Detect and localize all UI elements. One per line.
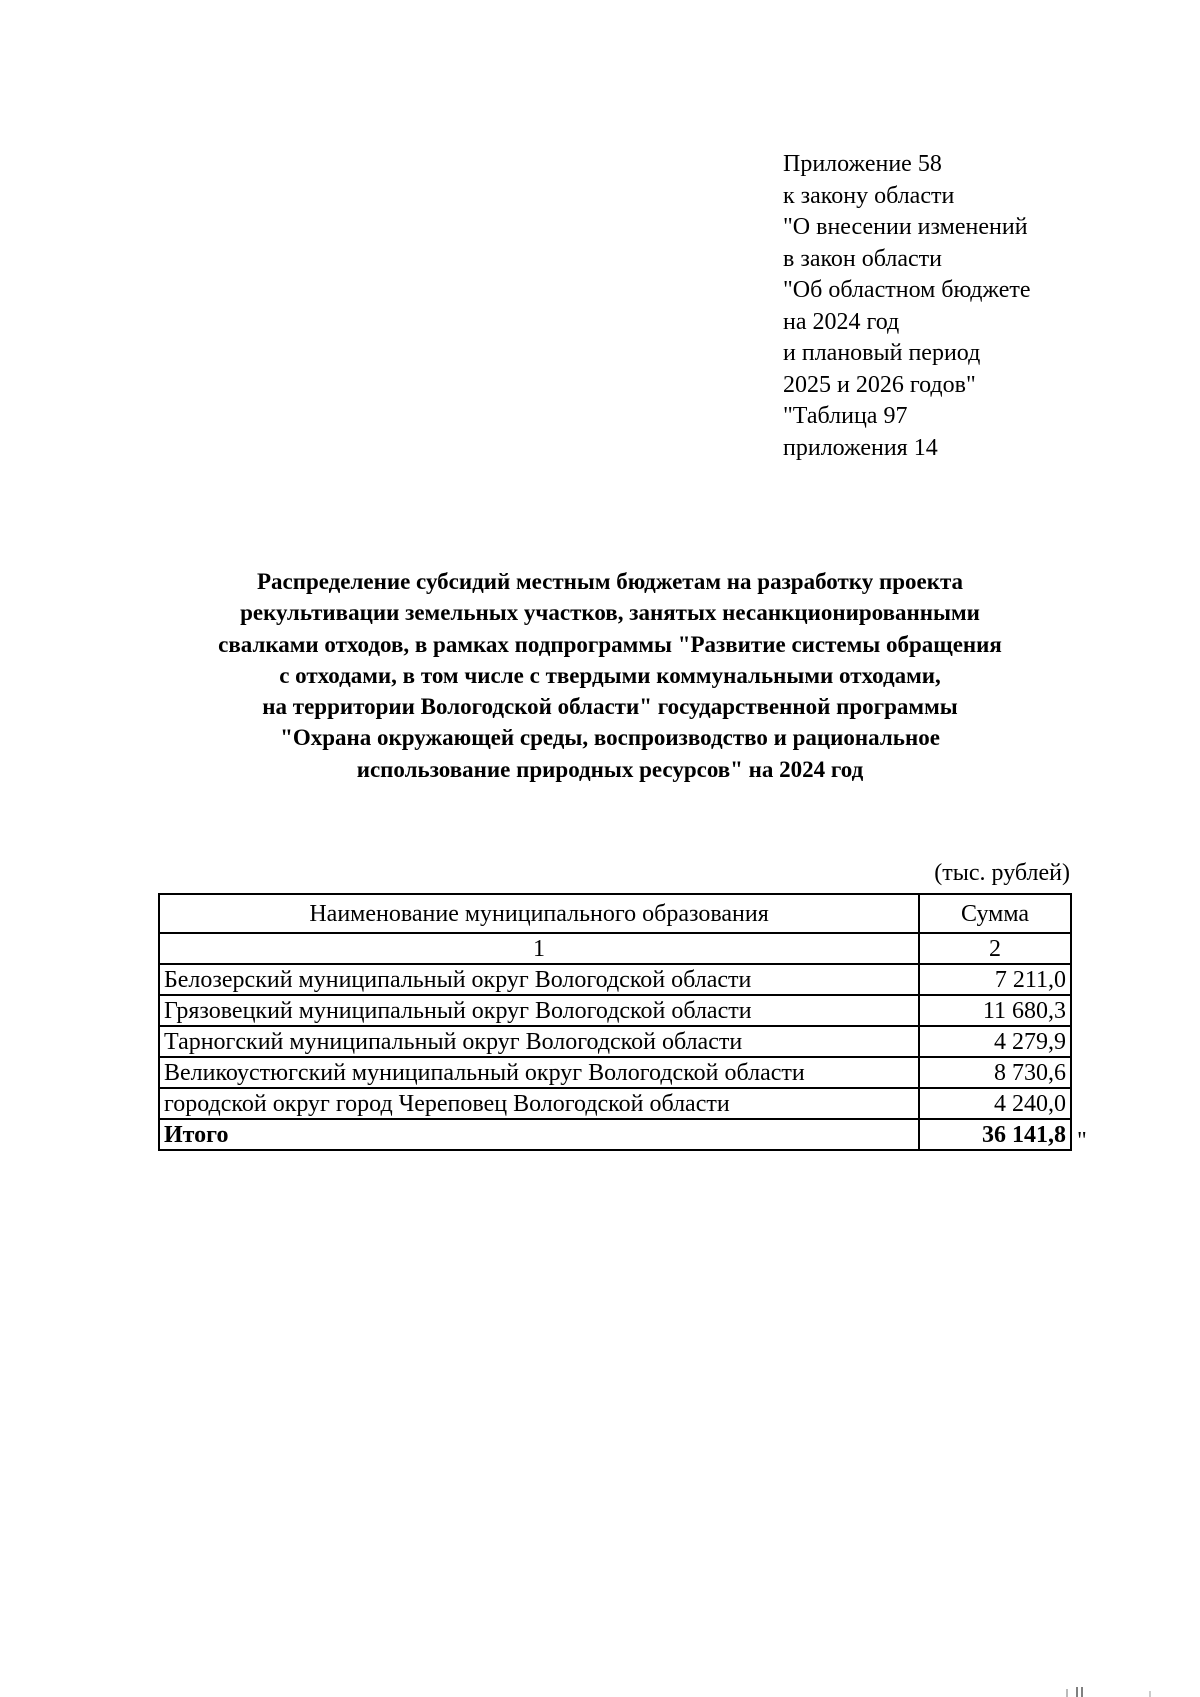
municipality-name: Тарногский муниципальный округ Вологодской области bbox=[159, 1026, 919, 1057]
units-label: (тыс. рублей) bbox=[934, 860, 1070, 886]
subsidy-amount: 7 211,0 bbox=[919, 964, 1071, 995]
header-name: Наименование муниципального образования bbox=[159, 894, 919, 933]
municipality-name: Грязовецкий муниципальный округ Вологодской области bbox=[159, 995, 919, 1026]
document-title bbox=[120, 566, 1100, 785]
appendix-line: 2025 и 2026 годов" bbox=[783, 371, 976, 398]
appendix-line: "Об областном бюджете bbox=[783, 277, 1031, 303]
appendix-line: Приложение 58 bbox=[783, 151, 942, 177]
appendix-line: "О внесении изменений bbox=[783, 214, 1028, 240]
column-number-row bbox=[159, 933, 1071, 964]
total-amount: 36 141,8 bbox=[919, 1119, 1071, 1150]
title-line: "Охрана окружающей среды, воспроизводство и рациональное bbox=[280, 725, 940, 751]
table-row bbox=[159, 995, 1071, 1026]
appendix-line: приложения 14 bbox=[783, 434, 938, 461]
title-line: с отходами, в том числе с твердыми коммунальными отходами, bbox=[279, 662, 941, 688]
subsidy-amount: 8 730,6 bbox=[919, 1057, 1071, 1088]
title-line: Распределение субсидий местным бюджетам на разработку проекта bbox=[256, 569, 964, 594]
table-row bbox=[159, 964, 1071, 995]
title-line: свалками отходов, в рамках подпрограммы "Развитие системы обращения bbox=[218, 631, 1002, 657]
appendix-line: на 2024 год bbox=[783, 308, 900, 335]
column-number: 2 bbox=[919, 933, 1071, 964]
total-row bbox=[159, 1119, 1071, 1150]
header-sum: Сумма bbox=[919, 894, 1071, 933]
column-number: 1 bbox=[159, 933, 919, 964]
appendix-line: и плановый период bbox=[783, 340, 981, 366]
distribution-table bbox=[158, 893, 1072, 1151]
subsidy-amount: 4 240,0 bbox=[919, 1088, 1071, 1119]
appendix-line: "Таблица 97 bbox=[783, 403, 908, 429]
title-line: на территории Вологодской области" государственной программы bbox=[262, 694, 958, 720]
appendix-reference bbox=[783, 149, 1143, 464]
scan-edge-marks bbox=[1065, 1683, 1155, 1697]
table-row bbox=[159, 1088, 1071, 1119]
municipality-name: Великоустюгский муниципальный округ Вологодской области bbox=[159, 1057, 919, 1088]
appendix-line: к закону области bbox=[783, 182, 955, 209]
table-header-row bbox=[159, 894, 1071, 933]
municipality-name: городской округ город Череповец Вологодской области bbox=[159, 1088, 919, 1119]
closing-quote: " bbox=[1077, 1128, 1087, 1154]
appendix-line: в закон области bbox=[783, 245, 942, 272]
subsidy-amount: 11 680,3 bbox=[919, 995, 1071, 1026]
table-row bbox=[159, 1026, 1071, 1057]
total-label: Итого bbox=[159, 1119, 919, 1150]
title-line: рекультивации земельных участков, занятых несанкционированными bbox=[240, 600, 980, 626]
table-row bbox=[159, 1057, 1071, 1088]
title-line: использование природных ресурсов" на 2024 год bbox=[356, 756, 864, 782]
municipality-name: Белозерский муниципальный округ Вологодской области bbox=[159, 964, 919, 995]
subsidy-amount: 4 279,9 bbox=[919, 1026, 1071, 1057]
